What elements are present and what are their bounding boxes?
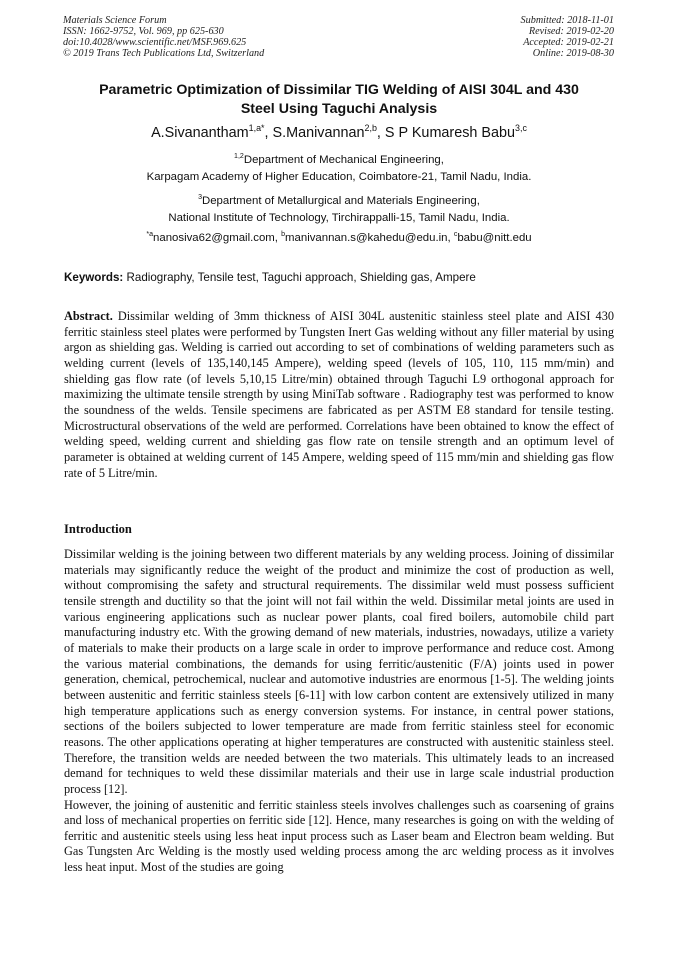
- email-a-marker: *a: [146, 231, 154, 239]
- introduction-body: [64, 547, 614, 876]
- introduction-paragraph-1: Dissimilar welding is the joining between two different materials by any welding process. Joining of dissimilar materials may significantly reduce the weight of the product and minimize the cost of production as well, without compromising the safety and structural requirements. The dissimilar weld must possess sufficient tensile strength and ductility so that the joint will not fail within the weld. Dissimilar metal joints are used in various engineering applications such as nuclear power plants, coal fired boilers, automobile child part manufacturing industry etc. With the growing demand of new materials, industries, nowadays, utilize a variety of materials to make their products on a large scale in order to improve performance and reduce cost. Among the various material combinations, the demands for using ferritic/austenitic (F/A) joints used in power generation, chemical, petrochemical, nuclear and automotive industries are enormous [1-5]. The welding joints between austenitic and ferritic stainless steels [6-11] with low carbon content are extensively utilized in many high temperature applications such as energy conversion systems. For instance, in central power stations, sections of the boilers subjected to lower temperature are made from ferritic stainless steel for economic reasons. The other applications operating at higher temperatures are constructed with austenitic stainless steel. Therefore, the transition welds are needed between the two materials. This ultimately leads to an increased demand for techniques to weld these dissimilar materials and their use in large scale industrial production process [12].: [64, 547, 614, 796]
- publication-dates: [521, 15, 614, 59]
- email-c-link[interactable]: babu@nitt.edu: [457, 232, 532, 244]
- date-revised: Revised: 2019-02-20: [528, 26, 614, 37]
- author-1-affil: 1,a*: [248, 123, 265, 134]
- introduction-heading: Introduction: [64, 522, 132, 536]
- author-3-affil: 3,c: [515, 123, 527, 134]
- affiliation-2-institution: National Institute of Technology, Tirchirappalli-15, Tamil Nadu, India.: [168, 212, 510, 224]
- author-3: , S P Kumaresh Babu: [376, 125, 516, 141]
- email-b-marker: b: [281, 231, 286, 239]
- author-emails: [40, 232, 638, 244]
- journal-info: [63, 15, 264, 59]
- keywords-text: Radiography, Tensile test, Taguchi approach, Shielding gas, Ampere: [123, 271, 476, 284]
- date-accepted: Accepted: 2019-02-21: [523, 37, 614, 48]
- affiliation-2-marker: 3: [198, 194, 202, 202]
- keywords-label: Keywords:: [64, 271, 124, 284]
- author-2: , S.Manivannan: [264, 125, 365, 141]
- title-line-2: Steel Using Taguchi Analysis: [240, 101, 438, 117]
- abstract: [64, 309, 614, 481]
- author-2-affil: 2,b: [364, 123, 377, 134]
- affiliation-1-institution: Karpagam Academy of Higher Education, Coimbatore-21, Tamil Nadu, India.: [146, 171, 532, 183]
- email-c-marker: c: [453, 231, 458, 239]
- author-1: A.Sivanantham: [151, 125, 249, 141]
- journal-name: Materials Science Forum: [63, 15, 167, 26]
- affiliation-1-marker: 1,2: [234, 153, 244, 161]
- introduction-paragraph-2: However, the joining of austenitic and ferritic stainless steels involves challenges such as coarsening of grains and loss of mechanical properties on ferritic side [12]. Hence, many researches is going on with the welding of ferritic and austenitic steels using less heat input process such as Laser beam and Electron beam welding. But Gas Tungsten Arc Welding is the mostly used welding process among the arc welding process as it involves less heat input. Most of the studies are going: [64, 797, 614, 875]
- affiliation-2: [40, 193, 638, 227]
- affiliation-2-dept: Department of Metallurgical and Materials Engineering,: [201, 195, 480, 207]
- affiliation-1-dept: Department of Mechanical Engineering,: [243, 154, 444, 166]
- journal-copyright: © 2019 Trans Tech Publications Ltd, Switzerland: [63, 48, 265, 59]
- paper-title: [40, 81, 638, 119]
- email-a-link[interactable]: nanosiva62@gmail.com,: [153, 232, 282, 244]
- journal-issn: ISSN: 1662-9752, Vol. 969, pp 625-630: [63, 26, 224, 37]
- journal-doi: doi:10.4028/www.scientific.net/MSF.969.625: [63, 37, 247, 48]
- date-submitted: Submitted: 2018-11-01: [520, 15, 614, 26]
- keywords: [64, 271, 616, 284]
- date-online: Online: 2019-08-30: [532, 48, 614, 59]
- email-b-link[interactable]: manivannan.s@kahedu@edu.in,: [285, 232, 454, 244]
- affiliation-1: [40, 152, 638, 186]
- title-line-1: Parametric Optimization of Dissimilar TIG Welding of AISI 304L and 430: [99, 82, 579, 98]
- abstract-label: Abstract.: [64, 309, 113, 323]
- author-list: [40, 125, 638, 141]
- abstract-text: Dissimilar welding of 3mm thickness of AISI 304L austenitic stainless steel plate and AISI 430 ferritic stainless steel plates were performed by Tungsten Inert Gas welding without any filler material by using argon as shielding gas. Welding is carried out according to set of combinations of welding parameters such as welding current (levels of 135,140,145 Ampere), welding speed (levels of 105, 110, 115 mm/min) and shielding gas flow rate (of levels 5,10,15 Litre/min) obtained through Taguchi L9 orthogonal approach for maximizing the ultimate tensile strength by using MiniTab software . Radiography test was performed to know the soundness of the welds. Tensile specimens are fabricated as per ASTM E8 standard for tensile testing. Microstructural observations of the weld are performed. Correlations have been obtained to know the effect of welding speed, welding current and shielding gas flow rate on tensile strength and an optimum level of parameter is obtained at welding current of 145 Ampere, welding speed of 115 mm/min and shielding gas flow rate of 5 Litre/min.: [64, 309, 614, 480]
